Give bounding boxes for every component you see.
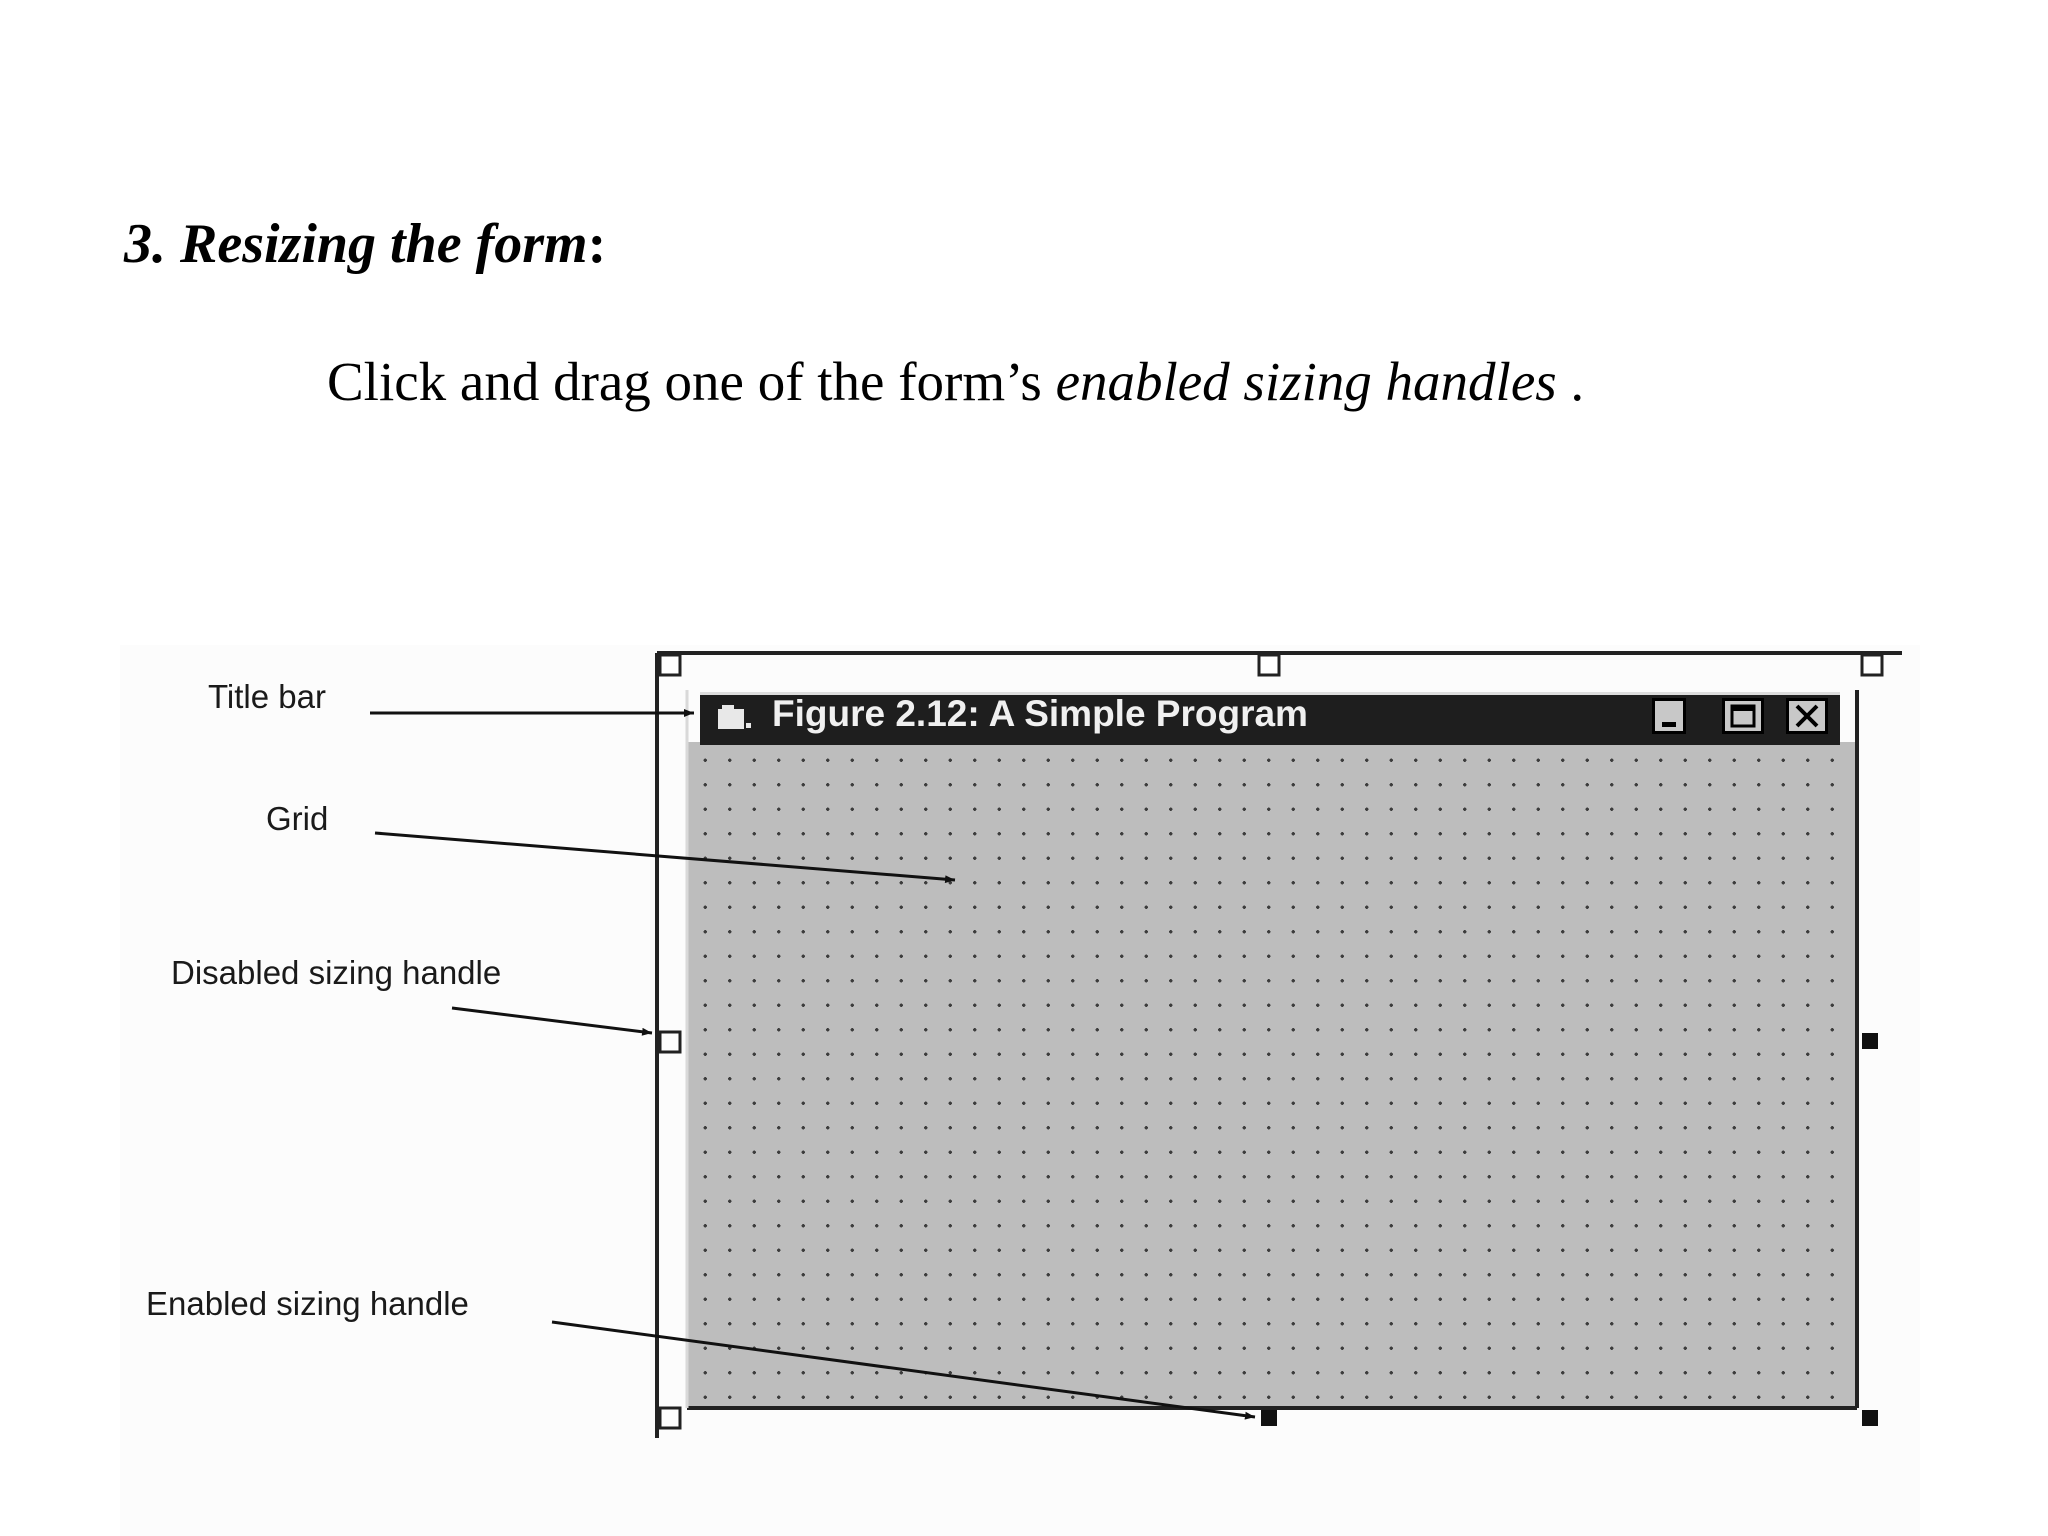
enabled-handle-middle-right [1862,1033,1878,1049]
enabled-handle-bottom-right [1862,1410,1878,1426]
heading-colon: : [587,213,607,275]
disabled-handle-top-right [1862,655,1882,675]
callout-grid: Grid [266,800,329,837]
grid-arrow [375,833,955,880]
heading-title: Resizing the form [180,213,588,275]
disabled-handle-bottom-left [660,1408,680,1428]
enabled-handle-bottom-middle [1261,1410,1277,1426]
callout-enabled-handle: Enabled sizing handle [146,1285,469,1322]
disabled-handle-arrow [452,1008,652,1033]
instruction-emphasis: enabled sizing handles [1055,351,1557,412]
disabled-handle-top-middle [1259,655,1279,675]
form-title-text: Figure 2.12: A Simple Program [772,693,1308,734]
callout-disabled-handle: Disabled sizing handle [171,954,502,991]
disabled-handle-top-left [660,655,680,675]
instruction-suffix: . [1556,351,1585,412]
heading-number: 3. [124,213,166,275]
disabled-handle-middle-left [660,1032,680,1052]
callout-title-bar: Title bar [208,678,326,715]
instruction-prefix: Click and drag one of the form’s [327,351,1056,412]
